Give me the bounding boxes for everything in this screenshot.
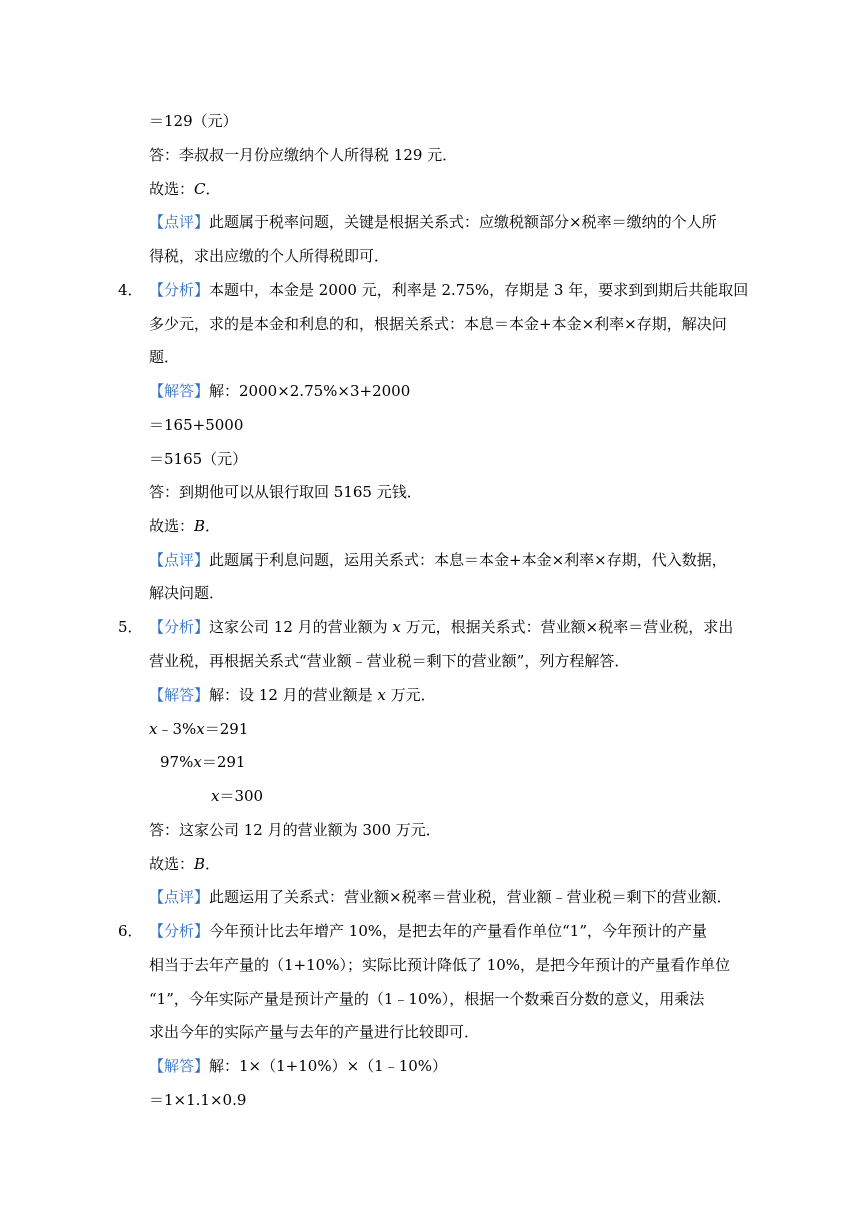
equation-part: ＝291 (201, 753, 246, 771)
q5-choice: 故选：B． (149, 855, 221, 873)
solution-text: 万元． (385, 686, 436, 704)
solution-text: 解：2000×2.75%×3+2000 (209, 382, 411, 400)
q5-comment-line-1 (149, 887, 732, 907)
analysis-tag: 【分析】 (149, 922, 210, 940)
comment-tag: 【点评】 (149, 213, 210, 231)
q3-choice: 故选：C． (149, 180, 221, 198)
analysis-text: 今年预计比去年增产 10%，是把去年的产量看作单位“1”，今年预计的产量 (209, 922, 708, 940)
equation-part: ＝300 (219, 787, 264, 805)
variable-x: x (377, 686, 386, 704)
choice-letter: B (194, 855, 206, 873)
equation-part: 97% (160, 753, 194, 771)
q5-solution-line-1 (149, 685, 436, 705)
q4-analysis-line-1 (149, 280, 748, 300)
q4-analysis-line-2: 多少元，求的是本金和利息的和，根据关系式：本息＝本金+本金×利率×存期，解决问 (149, 315, 727, 333)
q6-solution-line-2: ＝1×1.1×0.9 (149, 1091, 247, 1109)
choice-letter: C (194, 180, 206, 198)
equation-part: ＝291 (204, 720, 249, 738)
q4-solution-line-1 (149, 381, 410, 401)
q5-answer: 答：这家公司 12 月的营业额为 300 万元． (149, 821, 441, 839)
analysis-text: 这家公司 12 月的营业额为 (209, 618, 393, 636)
q4-number: 4． (118, 281, 143, 299)
q3-answer: 答：李叔叔一月份应缴纳个人所得税 129 元． (149, 146, 458, 164)
analysis-tag: 【分析】 (149, 281, 210, 299)
comment-text: 此题运用了关系式：营业额×税率＝营业税，营业额﹣营业税＝剩下的营业额． (209, 888, 732, 906)
q6-analysis-line-2: 相当于去年产量的（1+10%）；实际比预计降低了 10%，是把今年预计的产量看作单位 (149, 956, 731, 974)
q4-solution-line-3: ＝5165（元） (149, 450, 248, 468)
q3-comment-line-2: 得税，求出应缴的个人所得税即可． (149, 247, 390, 265)
analysis-tag: 【分析】 (149, 618, 210, 636)
q6-number: 6． (118, 922, 143, 940)
equation-part: ﹣3% (157, 720, 197, 738)
choice-label: 故选： (149, 855, 195, 873)
solution-text: 解：设 12 月的营业额是 (209, 686, 378, 704)
solution-tag: 【解答】 (149, 382, 210, 400)
variable-x: x (392, 618, 401, 636)
q6-analysis-line-3: “1”，今年实际产量是预计产量的（1﹣10%），根据一个数乘百分数的意义，用乘法 (149, 990, 705, 1008)
analysis-text: 本题中，本金是 2000 元，利率是 2.75%，存期是 3 年，要求到到期后共能取回 (209, 281, 749, 299)
q4-comment-line-2: 解决问题． (149, 584, 225, 602)
q5-analysis-line-1 (149, 617, 733, 637)
choice-letter: B (194, 517, 206, 535)
q5-equation-line-1 (149, 719, 248, 739)
q6-analysis-line-4: 求出今年的实际产量与去年的产量进行比较即可． (149, 1023, 480, 1041)
q5-number: 5． (118, 618, 143, 636)
q4-comment-line-1 (149, 550, 727, 570)
solution-tag: 【解答】 (149, 686, 210, 704)
q6-solution-line-1 (149, 1056, 447, 1076)
variable-x: x (196, 720, 205, 738)
variable-x: x (211, 787, 220, 805)
solution-text: 解：1×（1+10%）×（1﹣10%） (209, 1057, 448, 1075)
q4-analysis-line-3: 题． (149, 348, 180, 366)
q5-equation-line-2 (160, 752, 245, 772)
q5-equation-line-3 (211, 786, 263, 806)
comment-tag: 【点评】 (149, 551, 210, 569)
analysis-text: 万元，根据关系式：营业额×税率＝营业税，求出 (400, 618, 734, 636)
q3-result-line: ＝129（元） (149, 112, 238, 130)
solution-tag: 【解答】 (149, 1057, 210, 1075)
variable-x: x (193, 753, 202, 771)
comment-tag: 【点评】 (149, 888, 210, 906)
choice-label: 故选： (149, 517, 195, 535)
q4-solution-line-2: ＝165+5000 (149, 416, 244, 434)
q3-comment-line-1 (149, 212, 717, 232)
comment-text: 此题属于利息问题，运用关系式：本息＝本金+本金×利率×存期，代入数据， (209, 551, 727, 569)
q6-analysis-line-1 (149, 921, 707, 941)
q5-analysis-line-2: 营业税，再根据关系式“营业额﹣营业税＝剩下的营业额”，列方程解答． (149, 652, 630, 670)
q4-answer: 答：到期他可以从银行取回 5165 元钱． (149, 483, 422, 501)
comment-text: 此题属于税率问题，关键是根据关系式：应缴税额部分×税率＝缴纳的个人所 (209, 213, 717, 231)
q4-choice: 故选：B． (149, 517, 221, 535)
variable-x: x (149, 720, 158, 738)
choice-label: 故选： (149, 180, 195, 198)
